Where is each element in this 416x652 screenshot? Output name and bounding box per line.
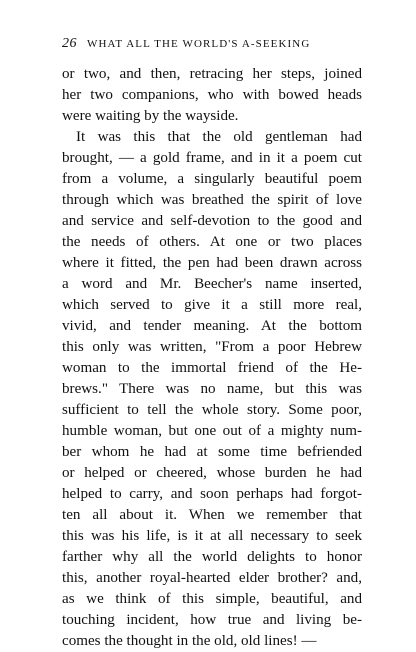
page-number: 26 — [62, 36, 77, 51]
text-line: the needs of others. At one or two places — [62, 234, 362, 250]
text-line: touching incident, how true and living be- — [62, 612, 362, 628]
text-line: this, another royal-hearted elder brother? and, — [62, 570, 362, 586]
text-line: as we think of this simple, beautiful, and — [62, 591, 362, 607]
text-line: sufficient to tell the whole story. Some poor, — [62, 402, 362, 418]
text-line: comes the thought in the old, old lines! — — [62, 633, 317, 649]
text-line: this only was written, "From a poor Hebrew — [62, 339, 362, 355]
body-text — [62, 64, 362, 652]
text-line: a word and Mr. Beecher's name inserted, — [62, 276, 362, 292]
text-line: where it fitted, the pen had been drawn across — [62, 255, 362, 271]
running-title: WHAT ALL THE WORLD'S A-SEEKING — [87, 38, 311, 50]
text-line: were waiting by the wayside. — [62, 108, 239, 124]
text-line: vivid, and tender meaning. At the bottom — [62, 318, 362, 334]
text-line: woman to the immortal friend of the He- — [62, 360, 362, 376]
text-line: this was his life, is it at all necessary to seek — [62, 528, 362, 544]
text-line: or two, and then, retracing her steps, joined — [62, 66, 362, 82]
text-line: and service and self-devotion to the good and — [62, 213, 362, 229]
running-head — [62, 34, 362, 52]
text-line: helped to carry, and soon perhaps had forgot- — [62, 486, 362, 502]
text-line: ber whom he had at some time befriended — [62, 444, 362, 460]
text-line: her two companions, who with bowed heads — [62, 87, 362, 103]
text-line: brought, — a gold frame, and in it a poem cut — [62, 150, 362, 166]
text-line: ten all about it. When we remember that — [62, 507, 362, 523]
text-line: which served to give it a still more real, — [62, 297, 362, 313]
text-line: farther why all the world delights to honor — [62, 549, 362, 565]
text-line: humble woman, but one out of a mighty num- — [62, 423, 362, 439]
text-line: from a volume, a singularly beautiful poem — [62, 171, 362, 187]
text-line: It was this that the old gentleman had — [76, 129, 362, 145]
text-line: through which was breathed the spirit of love — [62, 192, 362, 208]
text-line: or helped or cheered, whose burden he had — [62, 465, 362, 481]
text-line: brews." There was no name, but this was — [62, 381, 362, 397]
